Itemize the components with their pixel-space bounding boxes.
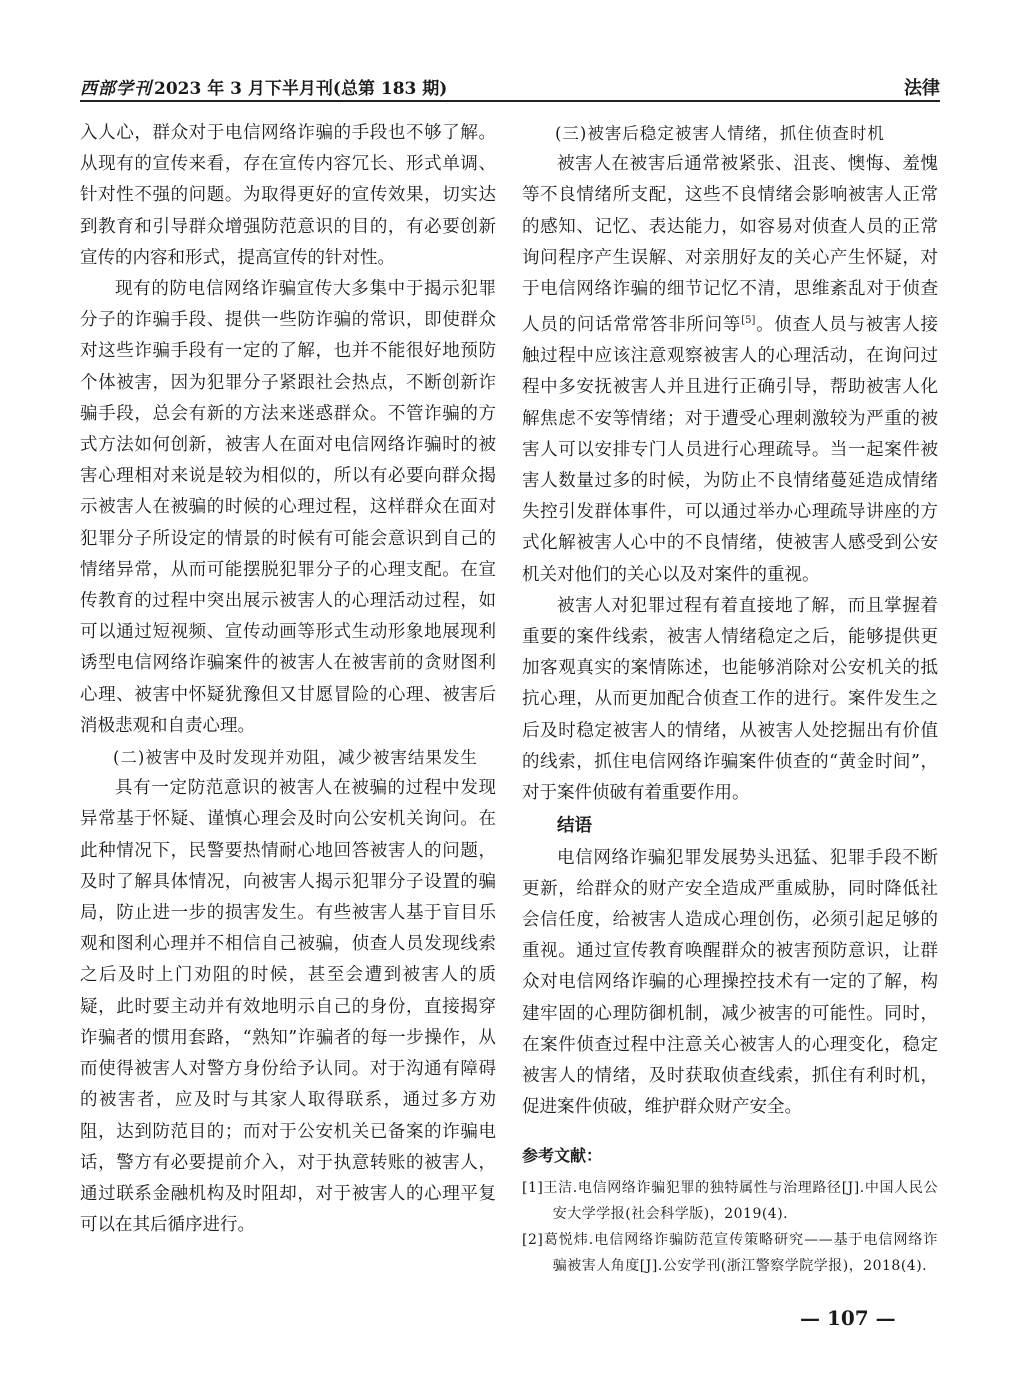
running-header: [80, 72, 940, 102]
references-heading: 参考文献：: [522, 1146, 603, 1166]
paragraph: [522, 149, 938, 591]
paragraph: 入人心，群众对于电信网络诈骗的手段也不够了解。从现有的宣传来看，存在宣传内容冗长、形式单调、针对性不强的问题。为取得更好的宣传效果，切实达到教育和引导群众增强防范意识的目的，有必要创新宣传的内容和形式，提高宣传的针对性。: [80, 123, 496, 268]
paragraph-text: 被害人在被害后通常被紧张、沮丧、懊悔、羞愧等不良情绪所支配，这些不良情绪会影响被害人正常的感知、记忆、表达能力，如容易对侦查人员的正常询问程序产生误解、对亲朋好友的关心产生怀疑，对于电信网络诈骗的细节记忆不清，思维紊乱对于侦查人员的问话常常答非所问等: [522, 154, 938, 336]
paragraph: 现有的防电信网络诈骗宣传大多集中于揭示犯罪分子的诈骗手段、提供一些防诈骗的常识，即使群众对这些诈骗手段有一定的了解，也并不能很好地预防个体被害，因为犯罪分子紧跟社会热点，不断创新诈骗手段，总会有新的方法来迷惑群众。不管诈骗的方式方法如何创新，被害人在面对电信网络诈骗时的被害心理相对来说是较为相似的，所以有必要向群众揭示被害人在被骗的时候的心理过程，这样群众在面对犯罪分子所设定的情景的时候有可能会意识到自己的情绪异常，从而可能摆脱犯罪分子的心理支配。在宣传教育的过程中突出展示被害人的心理活动过程，如可以通过短视频、宣传动画等形式生动形象地展现利诱型电信网络诈骗案件的被害人在被害前的贪财图利心理、被害中怀疑犹豫但又甘愿冒险的心理、被害后消极悲观和自责心理。: [80, 279, 496, 736]
right-column: [522, 118, 938, 1279]
page-number: — 107 —: [800, 1306, 896, 1330]
paragraph: 具有一定防范意识的被害人在被骗的过程中发现异常基于怀疑、谨慎心理会及时向公安机关询问。在此种情况下，民警要热情耐心地回答被害人的问题，及时了解具体情况，向被害人揭示犯罪分子设置的骗局，防止进一步的损害发生。有些被害人基于盲目乐观和图利心理并不相信自己被骗，侦查人员发现线索之后及时上门劝阻的时候，甚至会遭到被害人的质疑，此时要主动并有效地明示自己的身份，直接揭穿诈骗者的惯用套路，“熟知”诈骗者的每一步操作，从而使得被害人对警方身份给予认同。对于沟通有障碍的被害者，应及时与其家人取得联系，通过多方劝阻，达到防范目的；而对于公安机关已备案的诈骗电话，警方有必要提前介入，对于执意转账的被害人，通过联系金融机构及时阻却，对于被害人的心理平复可以在其后循序进行。: [80, 778, 496, 1236]
left-column: [80, 118, 496, 1241]
section-label: 法律: [904, 78, 940, 99]
paragraph-text: 。侦查人员与被害人接触过程中应该注意观察被害人的心理活动，在询问过程中多安抚被害人并且进行正确引导，帮助被害人化解焦虑不安等情绪；对于遭受心理刺激较为严重的被害人可以安排专门人员进行心理疏导。当一起案件被害人数量过多的时候，为防止不良情绪蔓延造成情绪失控引发群体事件，可以通过举办心理疏导讲座的方式化解被害人心中的不良情绪，使被害人感受到公安机关对他们的关心以及对案件的重视。: [522, 315, 939, 585]
subheading: (二)被害中及时发现并劝阻，减少被害结果发生: [113, 748, 478, 768]
paragraph: 被害人对犯罪过程有着直接地了解，而且掌握着重要的案件线索，被害人情绪稳定之后，能够提供更加客观真实的案情陈述，也能够消除对公安机关的抵抗心理，从而更加配合侦查工作的进行。案件发生之后及时稳定被害人的情绪，从被害人处挖掘出有价值的线索，抓住电信网络诈骗案件侦查的“黄金时间”，对于案件侦破有着重要作用。: [522, 595, 938, 804]
header-journal-info: [80, 74, 447, 99]
citation: [5]: [741, 315, 756, 327]
issue-info: 2023 年 3 月下半月刊(总第 183 期): [154, 79, 448, 99]
paragraph: 电信网络诈骗犯罪发展势头迅猛、犯罪手段不断更新，给群众的财产安全造成严重威胁，同时降低社会信任度，给被害人造成心理创伤，必须引起足够的重视。通过宣传教育唤醒群众的被害预防意识，让群众对电信网络诈骗的心理操控技术有一定的了解，构建牢固的心理防御机制，减少被害的可能性。同时，在案件侦查过程中注意关心被害人的心理变化，稳定被害人的情绪，及时获取侦查线索，抓住有利时机，促进案件侦破，维护群众财产安全。: [522, 847, 938, 1118]
reference-item: [1]王洁.电信网络诈骗犯罪的独特属性与治理路径[J].中国人民公安大学学报(社会科学版)，2019(4).: [522, 1180, 938, 1223]
conclusion-heading: 结语: [557, 816, 592, 837]
reference-item: [2]葛悦炜.电信网络诈骗防范宣传策略研究——基于电信网络诈骗被害人角度[J].公安学刊(浙江警察学院学报)，2018(4).: [522, 1232, 938, 1275]
journal-logo: 西部学刊: [80, 79, 152, 99]
subheading: (三)被害后稳定被害人情绪，抓住侦查时机: [555, 124, 885, 143]
